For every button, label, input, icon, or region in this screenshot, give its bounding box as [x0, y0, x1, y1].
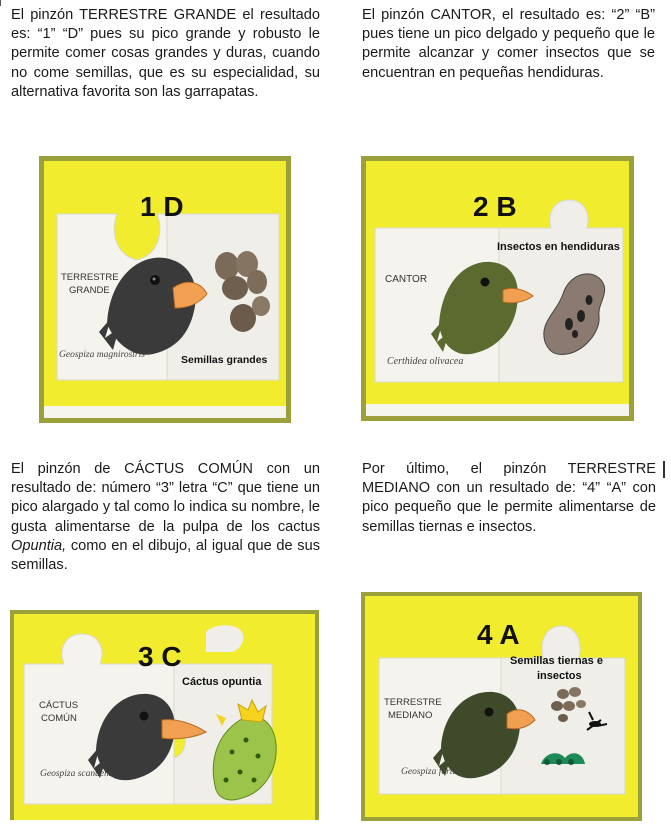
- puzzle-species-3c: Geospiza scandens: [40, 769, 113, 779]
- puzzle-left-label-1d-b: GRANDE: [69, 285, 110, 296]
- puzzle-species-4a: Geospiza fortis: [401, 767, 459, 777]
- puzzle-code-4a: 4 A: [477, 619, 520, 650]
- puzzle-species-2b: Certhidea olivacea: [387, 356, 464, 367]
- puzzle-photo-1d: [39, 156, 291, 423]
- puzzle-left-label-4a-b: MEDIANO: [388, 710, 433, 721]
- puzzle-code-2b: 2 B: [473, 191, 517, 222]
- paragraph-large-ground-finch: El pinzón TERRESTRE GRANDE el resultado es: “1” “D” pues su pico grande y robusto le permite comer cosas grandes y duras, cuando no come semillas, que es su especialidad, su alternativa favorita son las garrapatas.: [11, 7, 320, 100]
- puzzle-left-label-1d-a: TERRESTRE: [61, 272, 119, 283]
- puzzle-food-4a-b: insectos: [537, 670, 582, 682]
- puzzle-photo-4a: [361, 592, 642, 821]
- text-cursor-bar: [663, 461, 665, 478]
- puzzle-code-3c: 3 C: [138, 641, 182, 672]
- paragraph-cactus-text-b: como en el dibujo, al igual que de sus semillas.: [11, 537, 320, 574]
- puzzle-photo-3c: [10, 610, 319, 820]
- puzzle-food-2b: Insectos en hendiduras: [497, 241, 620, 253]
- puzzle-species-1d: Geospiza magnirostris: [59, 350, 145, 360]
- paragraph-cactus-finch: [11, 460, 320, 575]
- paragraph-cactus-text-a: El pinzón de CÁCTUS COMÚN con un resultado de: número “3” letra “C” que tiene un pico alargado y tal como lo indica su nombre, le gusta alimentarse de la pulpa de los cactus: [11, 461, 320, 535]
- paragraph-warbler-finch: El pinzón CANTOR, el resultado es: “2” “B” pues tiene un pico delgado y pequeño que le permite alcanzar y comer insectos que se encuentran en pequeñas hendiduras.: [362, 7, 655, 81]
- corner-marker: [0, 0, 1, 6]
- puzzle-food-1d: Semillas grandes: [181, 354, 268, 366]
- puzzle-photo-2b: [361, 156, 634, 421]
- puzzle-left-label-4a-a: TERRESTRE: [384, 697, 442, 708]
- puzzle-left-label-3c-a: CÁCTUS: [39, 700, 79, 711]
- puzzle-code-1d: 1 D: [140, 191, 184, 222]
- puzzle-food-3c: Cáctus opuntia: [182, 676, 262, 688]
- puzzle-left-label-2b: CANTOR: [385, 274, 428, 285]
- paragraph-cactus-italic: Opuntia,: [11, 537, 67, 554]
- puzzle-food-4a-a: Semillas tiernas e: [510, 655, 603, 667]
- puzzle-left-label-3c-b: COMÚN: [41, 713, 77, 724]
- paragraph-medium-ground-finch: Por último, el pinzón TERRESTRE MEDIANO con un resultado de: “4” “A” con pico pequeño que le permite alimentarse de semillas tiernas e insectos.: [362, 461, 656, 535]
